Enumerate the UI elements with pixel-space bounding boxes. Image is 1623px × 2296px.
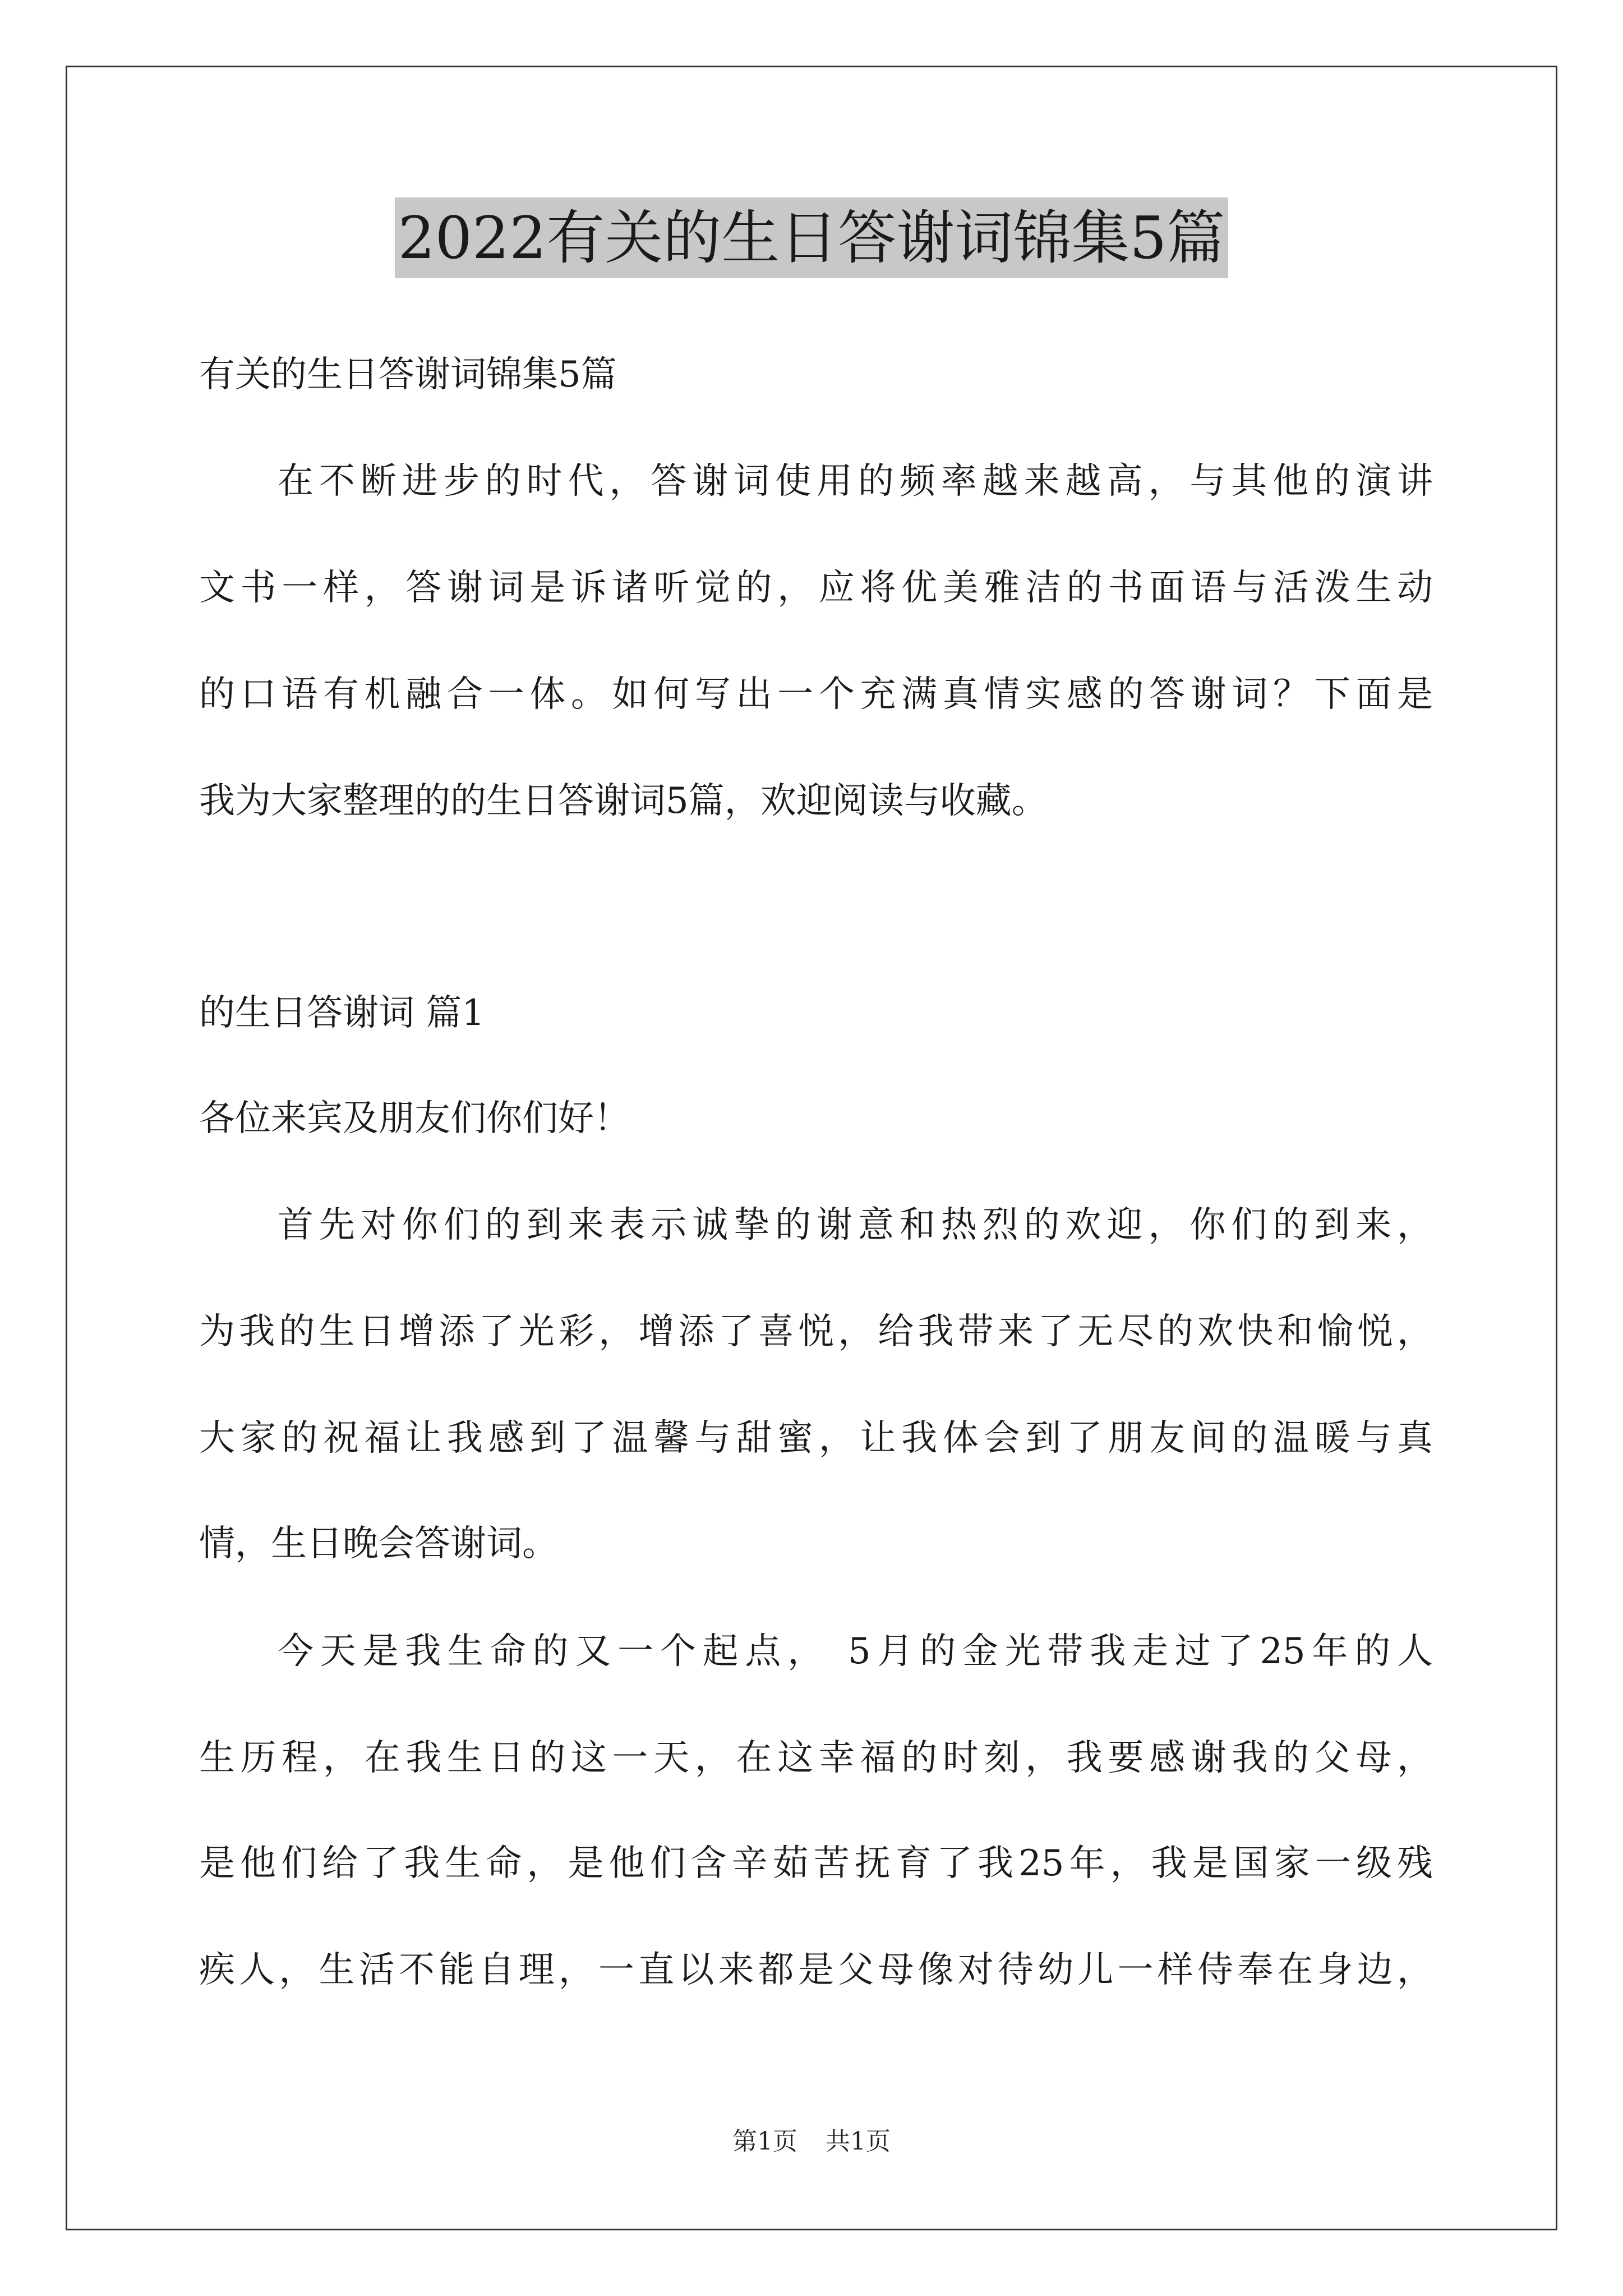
para1-line-2: 为我的生日增添了光彩，增添了喜悦，给我带来了无尽的欢快和愉悦， [199,1311,1433,1352]
para2-line-3: 是他们给了我生命，是他们含辛茹苦抚育了我25年，我是国家一级残 [199,1843,1433,1884]
document-title: 2022有关的生日答谢词锦集5篇 [395,197,1229,278]
para1-line-1: 首先对你们的到来表示诚挚的谢意和热烈的欢迎，你们的到来， [278,1204,1433,1246]
para1-line-3: 大家的祝福让我感到了温馨与甜蜜，让我体会到了朋友间的温暖与真 [199,1418,1433,1459]
para2-line-4: 疾人，生活不能自理，一直以来都是父母像对待幼儿一样侍奉在身边， [199,1949,1433,1991]
greeting-line: 各位来宾及朋友们你们好！ [199,1098,630,1139]
intro-line-3: 的口语有机融合一体。如何写出一个充满真情实感的答谢词？下面是 [199,674,1433,715]
para2-line-1: 今天是我生命的又一个起点， 5月的金光带我走过了25年的人 [278,1631,1433,1672]
page-number: 第1页 [732,2127,797,2156]
document-subtitle: 有关的生日答谢词锦集5篇 [199,354,617,395]
para2-line-2: 生历程，在我生日的这一天，在这幸福的时刻，我要感谢我的父母， [199,1737,1433,1779]
page-total: 共1页 [826,2127,891,2156]
intro-line-2: 文书一样，答谢词是诉诸听觉的，应将优美雅洁的书面语与活泼生动 [199,567,1433,609]
section-heading: 的生日答谢词 篇1 [199,992,485,1034]
page-footer [0,2126,1623,2157]
intro-line-4: 我为大家整理的的生日答谢词5篇，欢迎阅读与收藏。 [199,780,1048,822]
title-container [0,197,1623,278]
para1-line-4: 情，生日晚会答谢词。 [199,1523,558,1565]
intro-line-1: 在不断进步的时代，答谢词使用的频率越来越高，与其他的演讲 [278,461,1433,502]
